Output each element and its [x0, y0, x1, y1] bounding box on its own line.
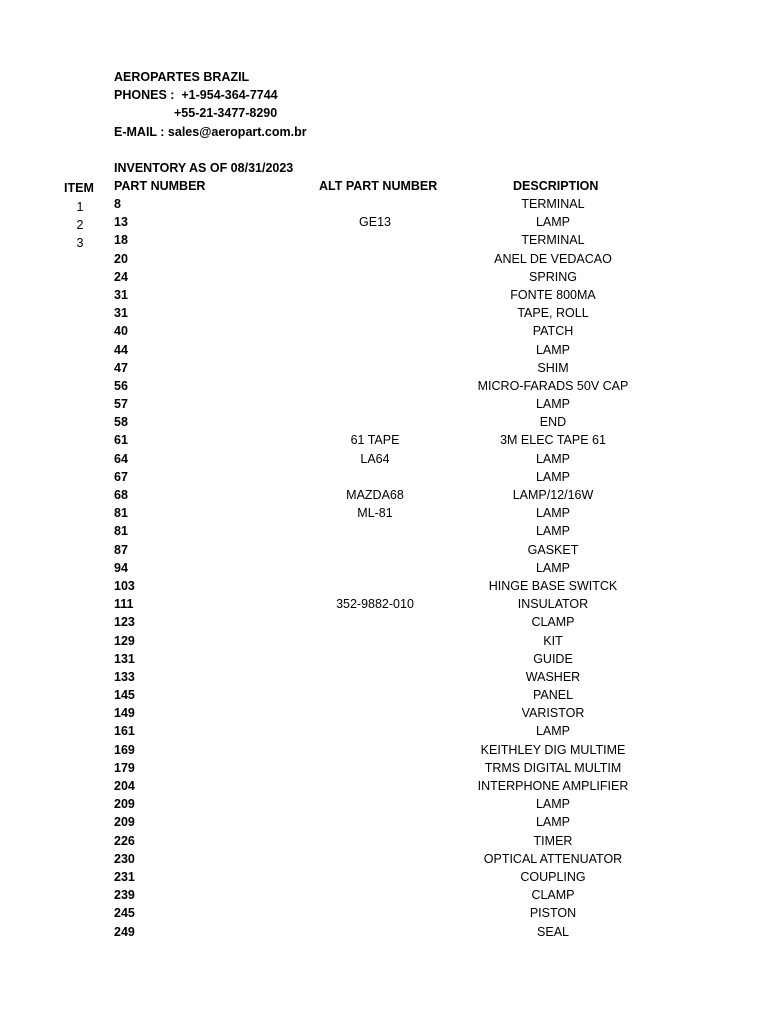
part-number-cell: 31 [114, 287, 128, 302]
table-row [0, 668, 768, 686]
table-row [0, 595, 768, 613]
description-cell: PANEL [532, 688, 574, 703]
company-header [114, 68, 307, 177]
part-number-cell: 68 [114, 488, 128, 502]
table-row [0, 450, 768, 468]
part-number-cell: 226 [114, 833, 135, 848]
description-cell: CLAMP [531, 888, 575, 903]
item-number: 1 [76, 200, 84, 214]
part-number-cell: 209 [114, 815, 135, 830]
table-row [0, 886, 768, 904]
table-row [0, 413, 768, 431]
part-number-cell: 179 [114, 760, 135, 775]
description-cell: KIT [543, 633, 563, 648]
inventory-title: INVENTORY AS OF 08/31/2023 [114, 160, 294, 175]
part-number-cell: 161 [114, 724, 135, 739]
table-row [0, 722, 768, 740]
table-row [0, 468, 768, 486]
table-row [0, 632, 768, 650]
description-cell: SPRING [529, 269, 577, 284]
table-row [0, 541, 768, 559]
table-row [0, 577, 768, 595]
part-number-cell: 58 [114, 415, 128, 430]
part-number-cell: 47 [114, 360, 128, 375]
part-number-cell: 8 [114, 197, 121, 211]
phones-line-1: PHONES : +1-954-364-7744 [114, 88, 278, 103]
column-headers [0, 177, 768, 195]
table-row [0, 322, 768, 340]
description-cell: MICRO-FARADS 50V CAP [477, 378, 629, 393]
description-cell: LAMP [535, 560, 571, 575]
column-header-alt-part-number: ALT PART NUMBER [319, 179, 438, 193]
part-number-cell: 204 [114, 779, 135, 793]
description-cell: TAPE, ROLL [517, 306, 589, 321]
part-number-cell: 87 [114, 542, 128, 557]
description-cell: FONTE 800MA [510, 287, 596, 302]
description-cell: END [539, 415, 567, 430]
part-number-cell: 103 [114, 578, 135, 593]
table-row [0, 286, 768, 304]
description-cell: LAMP [535, 215, 571, 230]
part-number-cell: 209 [114, 797, 135, 812]
part-number-cell: 111 [114, 597, 134, 612]
part-number-cell: 145 [114, 688, 135, 703]
description-cell: TERMINAL [521, 197, 585, 211]
description-cell: LAMP [535, 524, 571, 539]
description-cell: OPTICAL ATTENUATOR [483, 851, 623, 866]
part-number-cell: 64 [114, 451, 128, 466]
part-number-cell: 81 [114, 506, 128, 521]
description-cell: GASKET [527, 542, 579, 557]
inventory-rows [0, 195, 768, 941]
header-spacer [114, 141, 307, 159]
part-number-cell: 131 [114, 651, 135, 666]
description-cell: PATCH [532, 324, 574, 339]
table-row [0, 559, 768, 577]
description-cell: PISTON [529, 906, 577, 921]
description-cell: LAMP [535, 451, 571, 466]
description-cell: VARISTOR [521, 706, 585, 721]
part-number-cell: 44 [114, 342, 128, 357]
part-number-cell: 40 [114, 324, 128, 339]
table-row [0, 377, 768, 395]
part-number-cell: 239 [114, 888, 135, 903]
alt-part-number-cell: LA64 [360, 451, 390, 466]
part-number-cell: 245 [114, 906, 135, 921]
phones-line-2: +55-21-3477-8290 [174, 106, 278, 121]
table-row [0, 213, 768, 231]
description-cell: ANEL DE VEDACAO [494, 251, 612, 266]
table-row [0, 341, 768, 359]
description-cell: TERMINAL [521, 233, 585, 248]
description-cell: LAMP [535, 342, 571, 357]
table-row [0, 268, 768, 286]
table-row [0, 704, 768, 722]
part-number-cell: 81 [114, 524, 128, 539]
table-row [0, 613, 768, 631]
description-cell: INSULATOR [517, 597, 589, 612]
part-number-cell: 24 [114, 269, 128, 284]
part-number-cell: 249 [114, 924, 135, 939]
table-row [0, 486, 768, 504]
table-row [0, 250, 768, 268]
column-header-item: ITEM [64, 181, 94, 195]
part-number-cell: 67 [114, 469, 128, 484]
table-row [0, 741, 768, 759]
part-number-cell: 169 [114, 742, 135, 757]
column-header-description: DESCRIPTION [513, 179, 599, 193]
company-name: AEROPARTES BRAZIL [114, 70, 250, 84]
description-cell: LAMP [535, 797, 571, 812]
part-number-cell: 13 [114, 215, 128, 230]
table-row [0, 304, 768, 322]
description-cell: LAMP [535, 506, 571, 521]
table-row [0, 650, 768, 668]
table-row [0, 759, 768, 777]
description-cell: TIMER [533, 833, 573, 848]
column-header-part-number: PART NUMBER [114, 179, 206, 193]
description-cell: COUPLING [520, 869, 586, 884]
table-row [0, 777, 768, 795]
table-row [0, 795, 768, 813]
description-cell: KEITHLEY DIG MULTIME [480, 742, 626, 757]
table-row [0, 195, 768, 213]
table-row [0, 231, 768, 249]
table-row [0, 395, 768, 413]
part-number-cell: 61 [114, 433, 128, 448]
part-number-cell: 94 [114, 560, 128, 575]
description-cell: CLAMP [531, 615, 575, 630]
part-number-cell: 57 [114, 397, 128, 412]
description-cell: LAMP [535, 397, 571, 412]
part-number-cell: 133 [114, 669, 135, 684]
part-number-cell: 18 [114, 233, 128, 248]
description-cell: TRMS DIGITAL MULTIM [484, 760, 622, 775]
item-number: 2 [76, 218, 84, 233]
alt-part-number-cell: GE13 [359, 215, 391, 230]
part-number-cell: 230 [114, 851, 135, 866]
part-number-cell: 129 [114, 633, 135, 648]
email-line: E-MAIL : sales@aeropart.com.br [114, 124, 307, 139]
table-row [0, 868, 768, 886]
alt-part-number-cell: 352-9882-010 [336, 597, 414, 612]
alt-part-number-cell: MAZDA68 [346, 488, 404, 502]
item-number: 3 [76, 236, 84, 251]
table-row [0, 359, 768, 377]
table-row [0, 813, 768, 831]
part-number-cell: 20 [114, 251, 128, 266]
description-cell: SEAL [537, 924, 569, 939]
description-cell: 3M ELEC TAPE 61 [500, 433, 606, 448]
table-row [0, 850, 768, 868]
table-row [0, 904, 768, 922]
table-row [0, 431, 768, 449]
part-number-cell: 231 [114, 869, 135, 884]
description-cell: INTERPHONE AMPLIFIER [477, 779, 629, 793]
description-cell: LAMP [535, 724, 571, 739]
part-number-cell: 56 [114, 378, 128, 393]
description-cell: WASHER [525, 669, 581, 684]
description-cell: LAMP/12/16W [512, 488, 594, 502]
table-row [0, 522, 768, 540]
part-number-cell: 123 [114, 615, 135, 630]
table-row [0, 504, 768, 522]
alt-part-number-cell: ML-81 [357, 506, 393, 521]
table-row [0, 686, 768, 704]
table-row [0, 923, 768, 941]
description-cell: GUIDE [533, 651, 573, 666]
alt-part-number-cell: 61 TAPE [350, 433, 400, 448]
part-number-cell: 149 [114, 706, 135, 721]
table-row [0, 832, 768, 850]
description-cell: LAMP [535, 815, 571, 830]
part-number-cell: 31 [114, 306, 128, 321]
description-cell: HINGE BASE SWITCK [488, 578, 618, 593]
description-cell: LAMP [535, 469, 571, 484]
description-cell: SHIM [537, 360, 569, 375]
